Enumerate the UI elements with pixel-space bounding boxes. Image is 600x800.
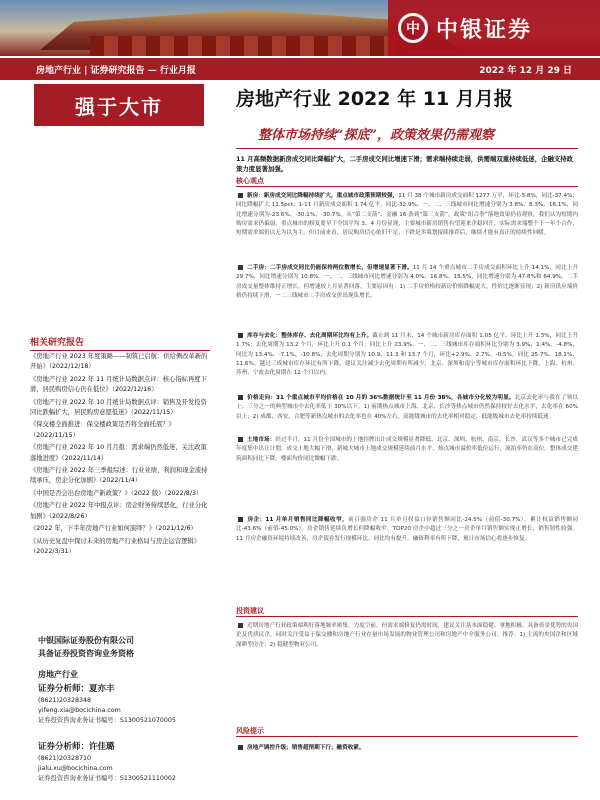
header-banner (0, 0, 600, 56)
investment-paragraph (236, 622, 578, 712)
analyst-email[interactable]: yifeng.xia@bocichina.com (38, 707, 121, 714)
rating-badge: 强于大市 (34, 84, 204, 126)
report-intro: 11 月高频数据新房成交同比降幅扩大，二手房成交同比增速下滑；需求端持续走弱，供需端双重持续低迷，企融支持政策力度显著加强。 (236, 155, 574, 173)
analyst-phone: (8621)20328710 (38, 755, 91, 762)
analyst-cert: 证券投资咨询业务证书编号：S1300521070005 (38, 717, 176, 724)
related-report-item[interactable]: 《房地产行业 2022 年 10 月统计局数据点评：销售及开发投资同比跌幅扩大，居民购房意愿低迷》（2022/11/15） (30, 398, 207, 417)
risk-divider (236, 736, 578, 737)
core-views-divider (236, 186, 578, 187)
title-divider (236, 148, 578, 149)
analyst-name: 证券分析师：许佳璐 (38, 742, 115, 752)
report-category: 房地产行业 | 证券研究报告 — 行业月报 (36, 65, 196, 76)
logo-mark-icon: 中 (398, 13, 428, 43)
investment-heading: 投资建议 (236, 607, 264, 615)
bullet-icon (238, 437, 243, 442)
related-reports-title: 相关研究报告 (30, 335, 210, 351)
left-column (30, 84, 210, 126)
paragraph-lead: 房企：11 月单月销售同比降幅收窄， (247, 517, 349, 523)
core-paragraph-new-homes (236, 192, 578, 260)
analyst-cert: 证券投资咨询业务证书编号：S1300521110002 (38, 775, 176, 782)
related-reports-list (30, 352, 210, 559)
paragraph-body: 近期房地产行业政策端利好落地频率密集、力度空前，但需求端修复仍需时间，建议关注基本面稳健、拿地积极、具备资金优势的央国企及优质民企，同时关注受益于保交楼和房地产行业存量市场发展的物业管理公司和房地产中介服务公司。推荐：1) 主流的央国企和区域深耕型房企；2) 稳健型物业公司。 (236, 623, 578, 648)
related-report-item[interactable]: 《房地产行业 2022 年 10 月月报：需求端仍然低迷，关注政策落地进度》（2022/11/14） (30, 444, 207, 462)
analyst-name: 证券分析师：夏亦丰 (38, 684, 115, 694)
company-info (38, 634, 208, 681)
core-views-heading: 核心观点 (236, 177, 264, 185)
core-paragraph-second-hand (236, 264, 578, 326)
analyst-phone: (8621)20328348 (38, 697, 91, 704)
bullet-icon (238, 193, 243, 198)
paragraph-lead: 二手房：二手房成交同比仍能保持两位数增长，但增速显著下滑。 (247, 265, 413, 271)
core-paragraph-land (236, 436, 578, 512)
risk-paragraph (236, 744, 578, 753)
analyst-block (38, 684, 208, 726)
company-name: 中银国际证券股份有限公司 (38, 636, 134, 645)
paragraph-body: 房地产调控升级；销售超预期下行；融资收紧。 (247, 745, 365, 751)
bullet-icon (238, 745, 243, 750)
report-subtitle: 整体市场持续“探底”，政策效果仍需观察 (258, 128, 494, 143)
related-report-item[interactable]: 《房地产行业 2022 年三季报综述：行业业绩、利润和现金流持续承压，房企分化加剧》（2022/11/4） (30, 467, 208, 485)
related-report-item[interactable]: 《中国是否会出台房地产新政策？》（2022 版）（2022/8/3） (30, 489, 203, 497)
related-report-item[interactable]: 《2022 年，下半年房地产行业如何演绎？》（2021/12/6） (30, 525, 197, 533)
bullet-icon (238, 395, 243, 400)
paragraph-lead: 新房：新房成交同比降幅持续扩大，重点城市政策预期较强， (247, 193, 399, 199)
related-report-item[interactable]: 《房地产行业 2022 年中报点评：房企财务持续恶化，行业分化加剧》（2022/8/26） (30, 502, 208, 520)
report-header-strip (0, 58, 600, 80)
analyst-block (38, 742, 208, 784)
core-paragraph-inventory (236, 332, 578, 388)
core-paragraph-developers (236, 516, 578, 602)
bullet-icon (238, 623, 243, 628)
company-logo (388, 0, 600, 56)
paragraph-body: 截止到 11 月末，14 个城市新房库存面积 1.05 亿平，环比上升 1.3%，同比上升 1.7%；去化周期为 13.2 个月，环比上升 0.1 个月，同比上升 23.9%，一、二、三线城市库存面积环比分别为 3.9%、1.4%、-4.8%，同比为 13.4%、-7.1%、-10.8%；去化周期分别为 10.9、11.3 和 13.7 个月，环比+2.9%、2.7%、-0.5%，同比 25.7%、18.1%、11.6%。越过三成城市库存环比有所下降，建议关注减少去化周期有所减少，北京、深圳和南宁等城市库存面积环比下降，上海、杭州、苏州、宁波去化周期在 12 个月以内。 (236, 333, 578, 377)
paragraph-body: 前百强房企 11 月单月权益口径销售额同比-24.5%（前值-30.7%），累计权益销售额同比-43.6%（前值-45.0%）。房企销售延续负增长但降幅收窄。TOP20 房企中超过三分之一房企单月销售额实现正增长，销售韧性较强。11 月房企融资环境持续改善，房企债券发行规模环比、同比均有提升，融资利率有所下降，预计市场信心将逐步恢复。 (236, 517, 578, 542)
paragraph-lead: 库存与去化：整体库存、去化周期环比均有上升。 (247, 333, 373, 339)
paragraph-body: 北京去化率与我在了领以上；三分之一的典型城市中去化率低于 30%以下。1) 前期热点城市上海、北京、长沙等热点城市仍然保持较好去化水平，去化率在 60%以上；2) 成都、西安、合肥等新热点城市的去化率也在 40%左右。高能级城市的去化率相对稳定，低能级城市去化率持续低迷。 (236, 395, 578, 420)
analyst-email[interactable]: jialu.xu@bocichina.com (38, 765, 113, 772)
paragraph-lead: 价格走向：31 个重点城市平均价格在 10 月的 36%数据统计至 11 月份 38%，各城市分化较为明显。 (247, 395, 515, 401)
related-report-item[interactable]: 《从历史复盘中探讨未来的房地产行业格局与房企运营逻辑》（2022/3/31） (30, 537, 201, 555)
related-report-item[interactable]: 《保交楼全面推进：保交楼政策是否将全面托底？》（2022/11/15） (30, 421, 175, 439)
company-sector: 房地产行业 (38, 670, 78, 679)
paragraph-body: 经过半月，11 月份全国城市的土地挂牌出让成交规模显著降低，北京、深圳、杭州、南京、长沙、武汉等多个城市已完成年度集中出让计划。成交土地大幅下滑，新城大城市土地成交规模延续前月水平，热点城市溢价率低位运行，流拍率仍在高位。整体成交建筑面积同比下降，楼面均价同比微幅下跌。 (236, 437, 578, 462)
related-report-item[interactable]: 《房地产行业 2023 年度策略——韧筑已启航：供给侧改革新的开始》（2022/12/18） (30, 353, 208, 371)
paragraph-body: 11 月 14 个重点城市二手房成交面积环比上升 14.1%，同比上升 29.7%，同比增速分别为 10.8%。一、二、三线城市同比增速分别为 4.0%、16.8%、15.5%，同比增速分别为 47.8%和 64.9%。二手房成交量整体维持正增长，但增速较上月显著回落，主要原因有：1) 二手房价格较新房价格降幅更大，性价比逐渐显现；2) 新房供应端价格仍持续下滑，一二三线城市二手房成交价出现负增长。 (236, 265, 578, 299)
report-title: 房地产行业 2022 年 11 月月报 (236, 88, 513, 110)
bullet-icon (238, 517, 243, 522)
risk-heading: 风险提示 (236, 727, 264, 735)
report-date: 2022 年 12 月 29 日 (479, 65, 572, 76)
paragraph-body: 11 月 38 个城市新房成交面积 1277 万平，环比-5.8%，同比-37.4%；同比降幅扩大 11.5pct；1-11 月新房成交面积 1.74 亿平，同比-32.9%。一、二、三线城市同比增速分别为 3.8%、8.3%、16.1%，同比增速分别为-23.6%、-30.1%、-30.7%。从“第二支箭”、金融 16 条到“第三支箭”，政策“组合拳”落地效果仍待观察，我们认为短期内购房需求仍偏弱，重点城市的修复要早于全国平均 3、4 月份显现，主要城市新房销售有望迎来企稳回升。实际需求端整个下一年个合作，短期需求端仍以无为以为主，但目前来看，居民购房信心依旧不足，下跌是多策划接续推荐后，继续才能有真正的持续性回暖。 (236, 193, 578, 237)
logo-text: 中银证券 (436, 17, 533, 43)
paragraph-lead: 土地市场： (247, 437, 276, 443)
bullet-icon (238, 333, 243, 338)
related-report-item[interactable]: 《房地产行业 2022 年 11 月统计局数据点评：核心指标再度下滑，居民购房信心仍在低位》（2022/12/16） (30, 375, 207, 394)
investment-divider (236, 616, 578, 617)
palace-pillars-image (90, 36, 410, 56)
core-paragraph-price (236, 394, 578, 432)
company-qualification: 具备证券投资咨询业务资格 (38, 649, 134, 658)
bullet-icon (238, 265, 243, 270)
